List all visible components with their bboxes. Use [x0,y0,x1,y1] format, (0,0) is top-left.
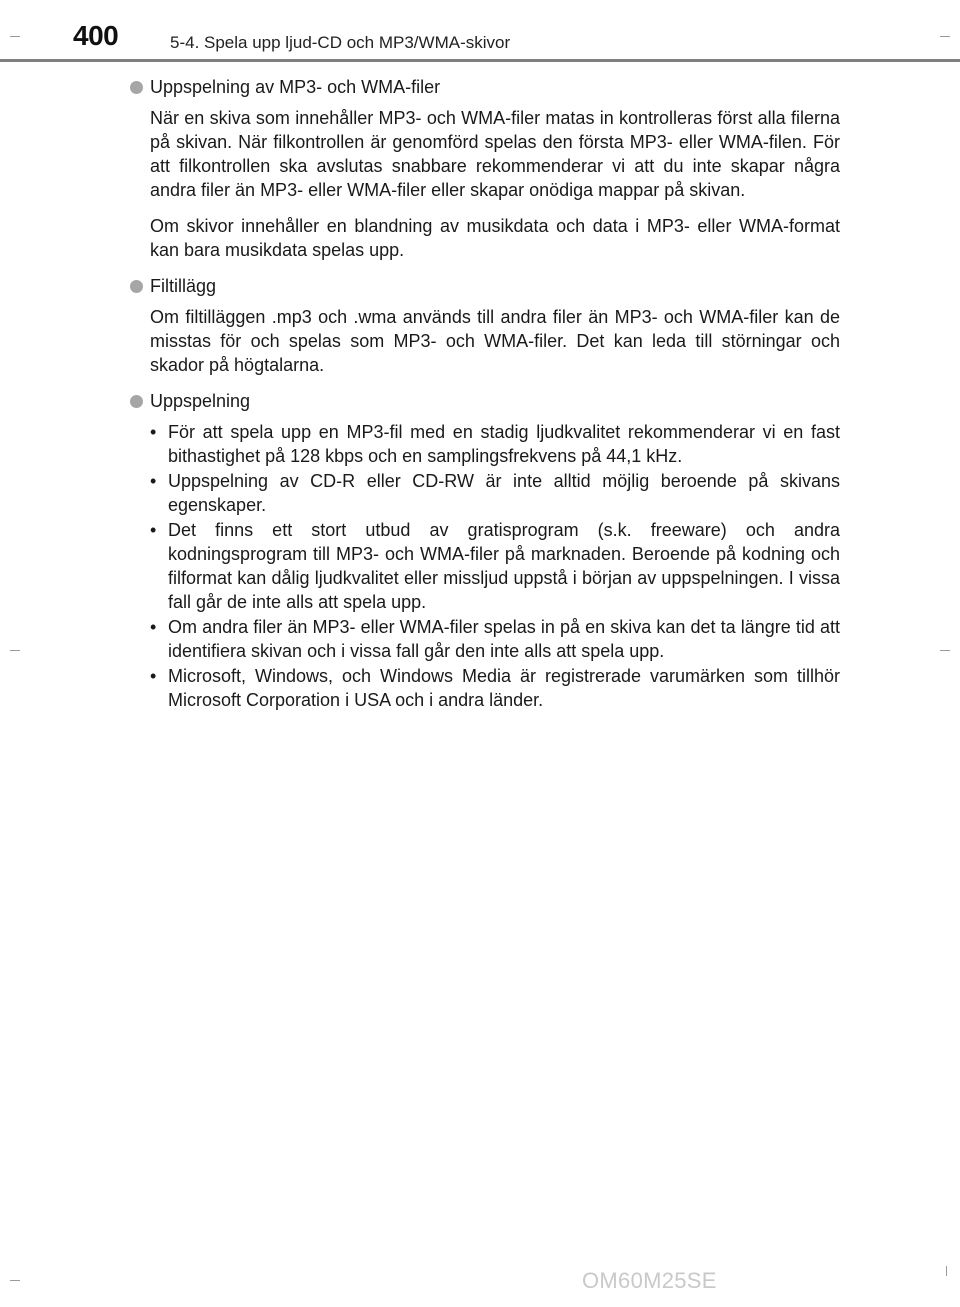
page-content [128,75,840,724]
watermark: OM60M25SE [582,1268,717,1293]
list-item [150,469,840,517]
list-item [150,420,840,468]
paragraph: Om filtilläggen .mp3 och .wma används till andra filer än MP3- och WMA-filer kan de misstas för och spelas som MP3- och WMA-filer. Det kan leda till störningar och skador på högtalarna. [150,307,840,375]
topic-heading-text: Uppspelning av MP3- och WMA-filer [150,77,441,97]
bullet-mark: • [150,422,157,442]
section-title: 5-4. Spela upp ljud-CD och MP3/WMA-skivor [170,33,511,52]
crop-mark [10,36,20,37]
bullet-list [150,420,840,712]
topic-heading [128,389,840,414]
circle-bullet-icon [130,81,143,94]
topic-heading-text: Filtillägg [150,276,217,296]
topic-heading [128,75,840,100]
crop-mark [940,650,950,651]
list-item-text: Microsoft, Windows, och Windows Media är registrerade varumärken som tillhör Microsoft Corporation i USA och i andra länder. [168,666,840,710]
paragraph: När en skiva som innehåller MP3- och WMA-filer matas in kontrolleras först alla filerna på skivan. När filkontrollen är genomförd spelas den första MP3- eller WMA-filen. För att filkontrollen ska avslutas snabbare rekommenderar vi att du inte skapar några andra filer än MP3- eller WMA-filer eller skapar onödiga mappar på skivan. [150,108,840,200]
page-header [0,0,960,62]
topic-file-extensions [128,274,840,377]
bullet-mark: • [150,471,157,491]
crop-mark [10,650,20,651]
list-item-text: Det finns ett stort utbud av gratisprogram (s.k. freeware) och andra kodningsprogram till MP3- och WMA-filer på marknaden. Beroende på kodning och filformat kan dålig ljudkvalitet eller missljud uppstå i början av uppspelningen. I vissa fall går de inte alls att spela upp. [168,520,840,612]
crop-mark [940,36,950,37]
crop-mark [10,1280,20,1281]
page-number: 400 [73,20,119,51]
crop-mark [946,1266,947,1276]
list-item-text: Om andra filer än MP3- eller WMA-filer spelas in på en skiva kan det ta längre tid att identifiera skivan och i vissa fall går den inte alls att spela upp. [168,617,840,661]
topic-mp3-wma-playback [128,75,840,262]
list-item-text: För att spela upp en MP3-fil med en stadig ljudkvalitet rekommenderar vi en fast bithastighet på 128 kbps och en samplingsfrekvens på 44,1 kHz. [168,422,840,466]
topic-playback [128,389,840,712]
bullet-mark: • [150,617,157,637]
header-rule [0,59,960,62]
circle-bullet-icon [130,280,143,293]
topic-heading-text: Uppspelning [150,391,251,411]
list-item [150,615,840,663]
bullet-mark: • [150,520,157,540]
topic-heading [128,274,840,299]
paragraph: Om skivor innehåller en blandning av musikdata och data i MP3- eller WMA-format kan bara musikdata spelas upp. [150,216,840,260]
list-item-text: Uppspelning av CD-R eller CD-RW är inte alltid möjlig beroende på skivans egenskaper. [168,471,840,515]
list-item [150,518,840,614]
bullet-mark: • [150,666,157,686]
list-item [150,664,840,712]
circle-bullet-icon [130,395,143,408]
